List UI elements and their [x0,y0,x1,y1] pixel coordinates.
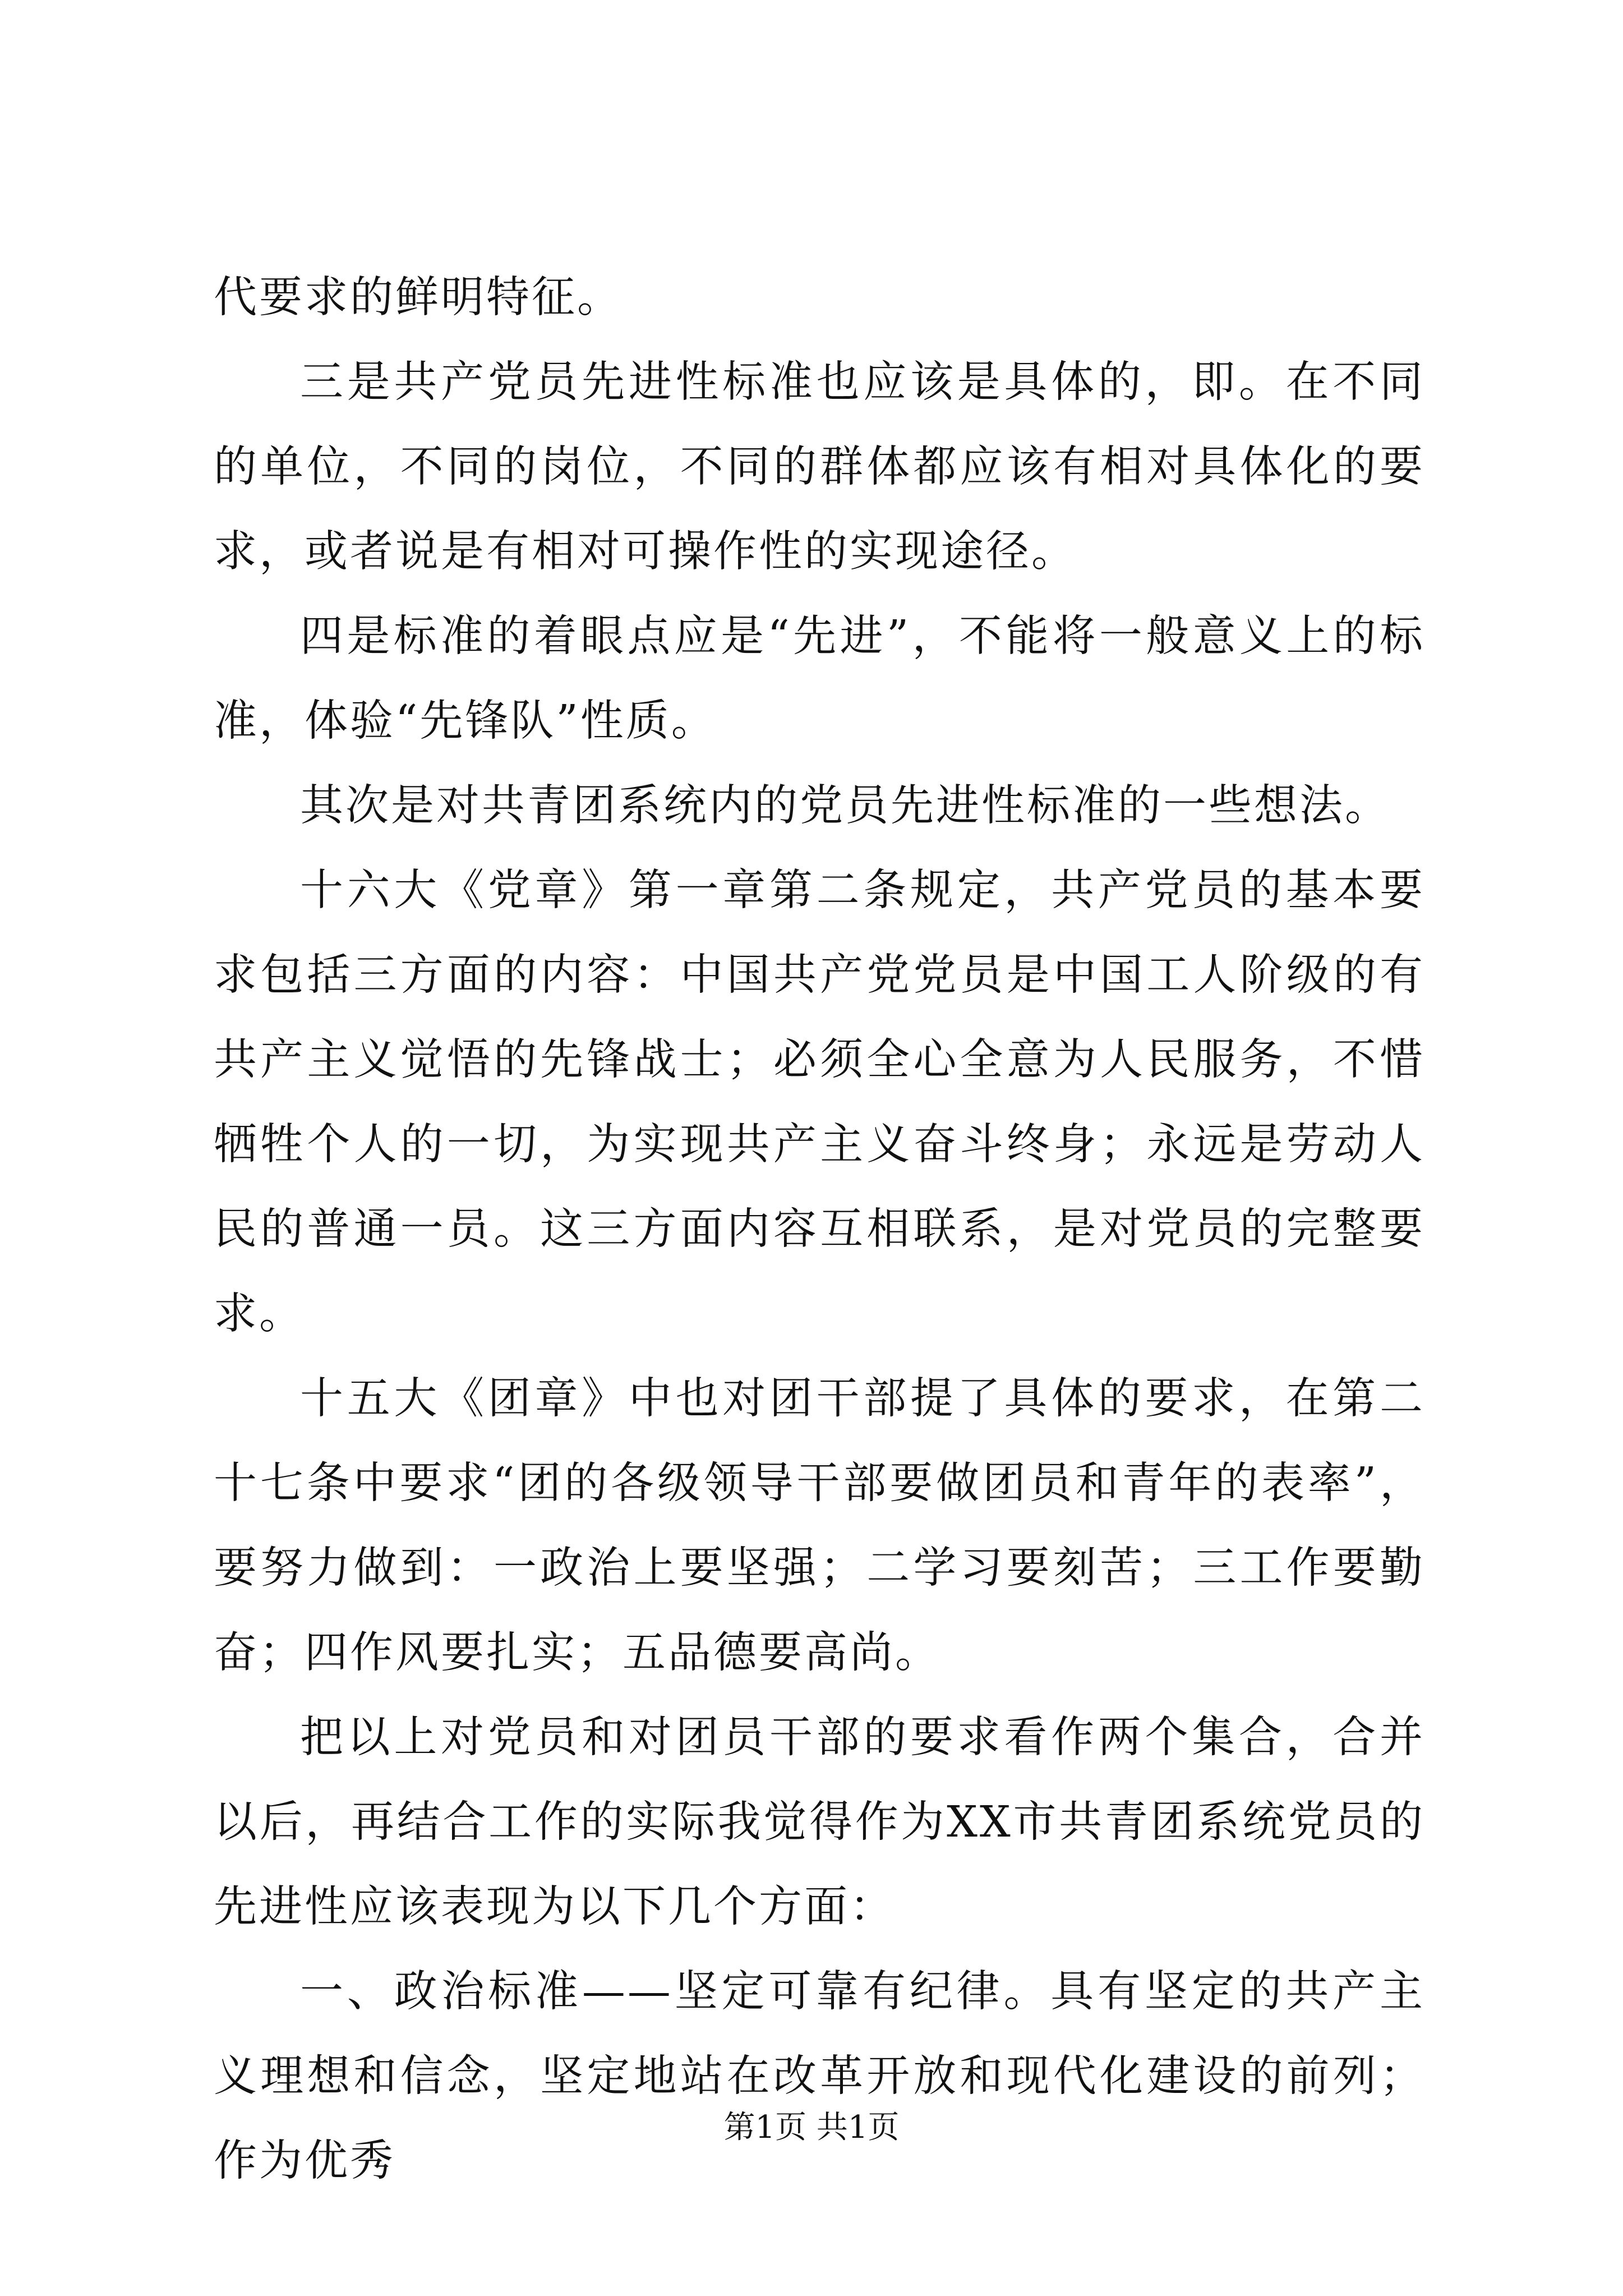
body-text [214,255,1425,2203]
paragraph: 四是标准的着眼点应是“先进”，不能将一般意义上的标准，体验“先锋队”性质。 [214,611,1425,746]
paragraph-continuation: 代要求的鲜明特征。 [214,273,623,323]
paragraph: 十五大《团章》中也对团干部提了具体的要求，在第二十七条中要求“团的各级领导干部要做团员和青年的表率”，要努力做到：一政治上要坚强；二学习要刻苦；三工作要勤奋；四作风要扎实；五品德要高尚。 [214,1374,1425,1678]
page-footer: 第1页 共1页 [723,2109,900,2146]
paragraph: 把以上对党员和对团员干部的要求看作两个集合，合并以后，再结合工作的实际我觉得作为XX市共青团系统党员的先进性应该表现为以下几个方面： [214,1713,1425,1932]
paragraph: 一、政治标准——坚定可靠有纪律。具有坚定的共产主义理想和信念，坚定地站在改革开放和现代化建设的前列；作为优秀 [214,1967,1425,2186]
paragraph: 十六大《党章》第一章第二条规定，共产党员的基本要求包括三方面的内容：中国共产党党员是中国工人阶级的有共产主义觉悟的先锋战士；必须全心全意为人民服务，不惜牺牲个人的一切，为实现共产主义奋斗终身；永远是劳动人民的普通一员。这三方面内容互相联系，是对党员的完整要求。 [214,866,1425,1339]
paragraph: 三是共产党员先进性标准也应该是具体的，即。在不同的单位，不同的岗位，不同的群体都应该有相对具体化的要求，或者说是有相对可操作性的实现途径。 [214,357,1425,577]
paragraph: 其次是对共青团系统内的党员先进性标准的一些想法。 [300,781,1390,831]
